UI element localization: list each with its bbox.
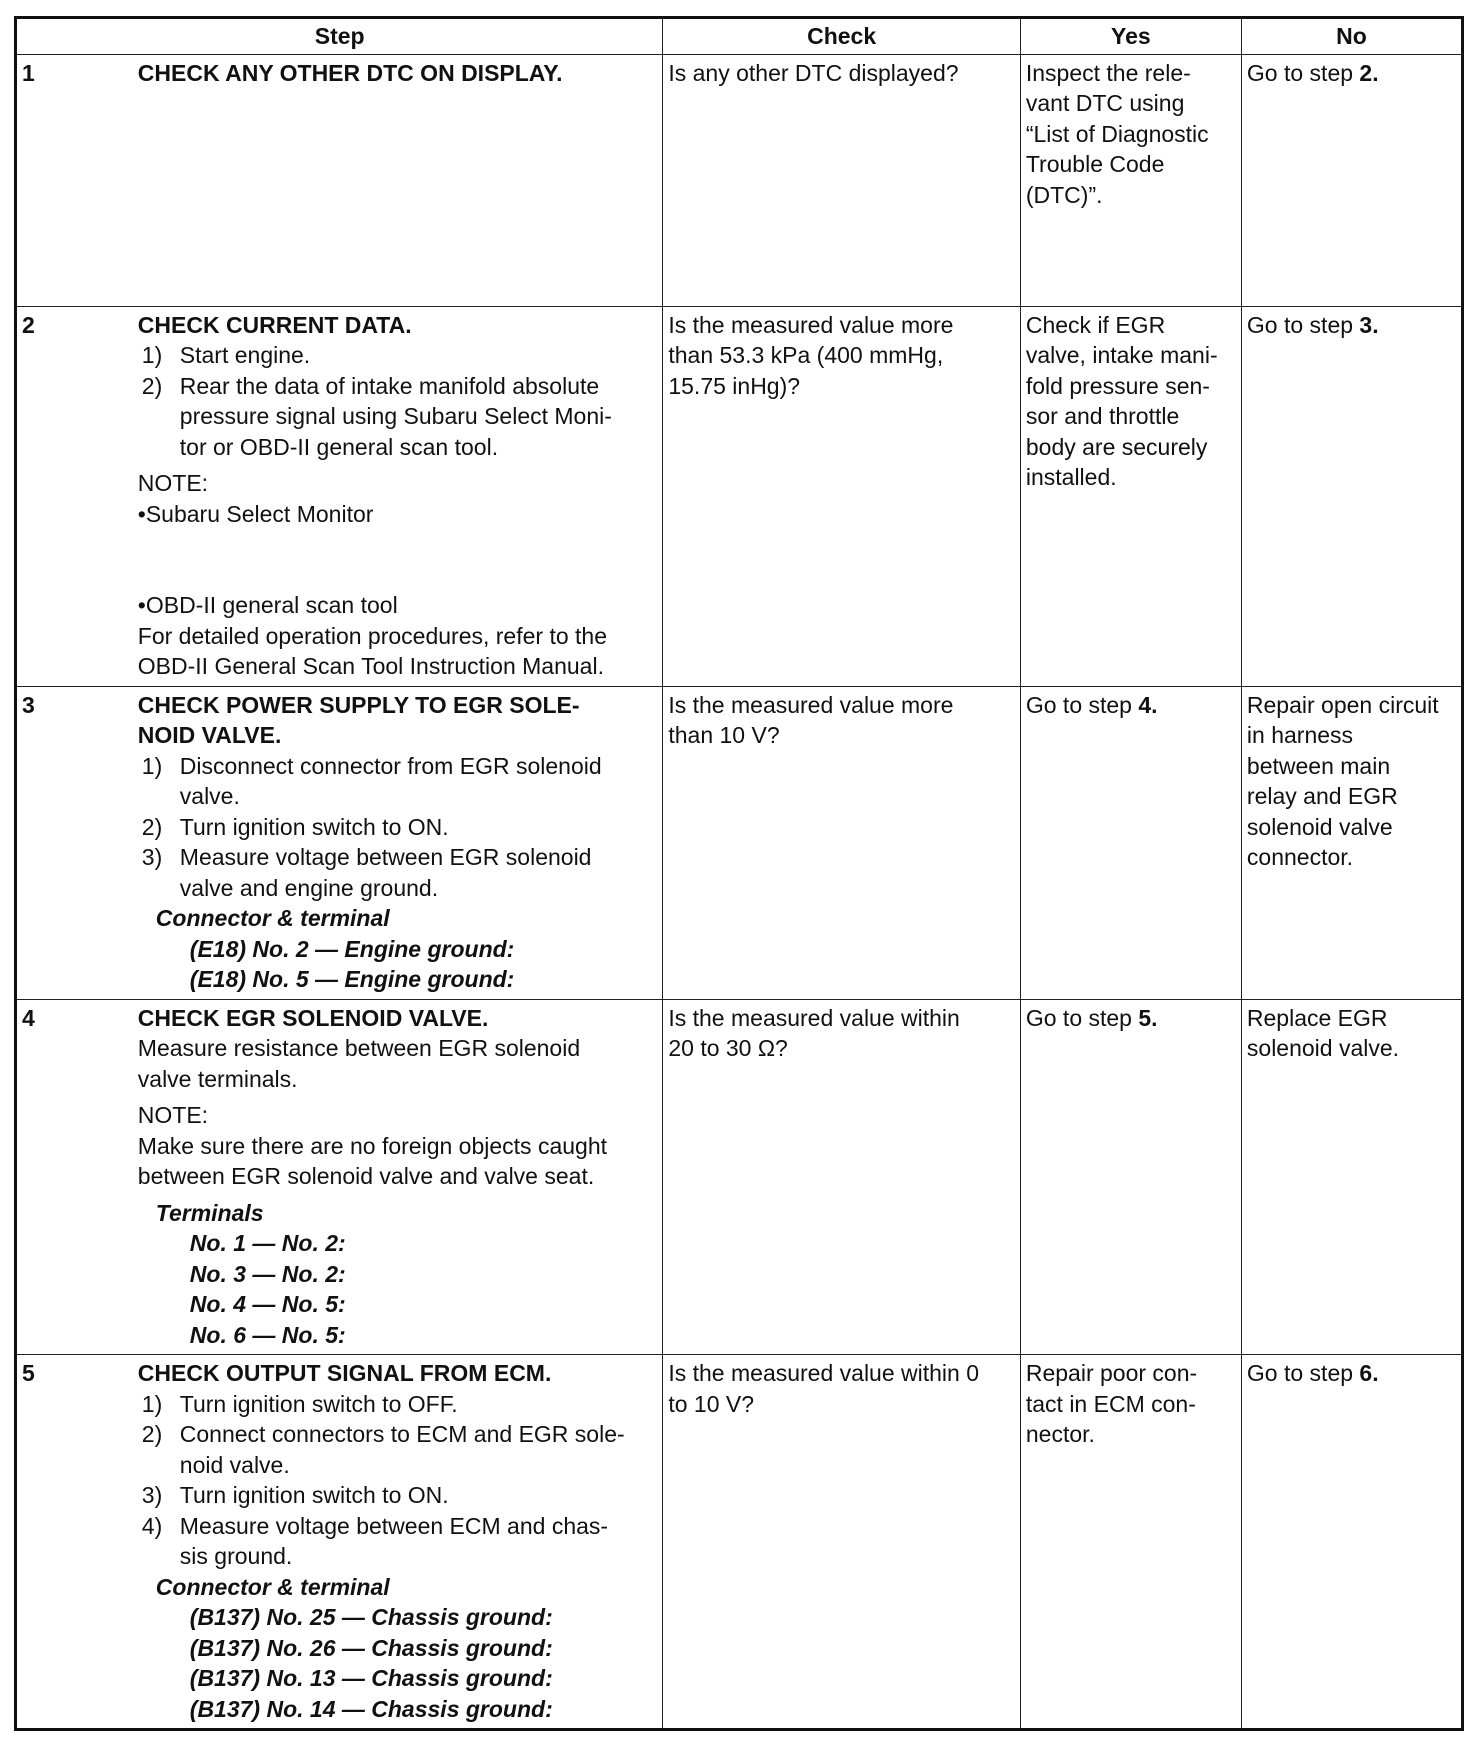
no-cell	[1241, 54, 1462, 306]
step-body-text: Measure resistance between EGR solenoid	[137, 1035, 581, 1061]
connector-terminal-label: Connector & terminal	[155, 905, 390, 931]
yes-line: nector.	[1025, 1421, 1095, 1447]
no-line: solenoid valve	[1246, 813, 1393, 840]
procedure-number: 1)	[141, 752, 163, 779]
procedure-item	[138, 1419, 658, 1480]
goto-step-number: 5.	[1138, 1004, 1158, 1031]
goto-step-number: 4.	[1138, 691, 1158, 718]
no-line: in harness	[1246, 722, 1354, 748]
header-step: Step	[16, 18, 663, 55]
yes-cell	[1020, 306, 1241, 686]
terminal-spec: (E18) No. 5 — Engine ground:	[189, 966, 515, 992]
step-title-line: CHECK EGR SOLENOID VALVE.	[137, 1004, 489, 1031]
no-text: Go to step	[1246, 59, 1360, 86]
procedure-number: 1)	[141, 1390, 163, 1417]
procedure-text: Connect connectors to ECM and EGR sole-	[179, 1421, 625, 1447]
yes-line: body are securely	[1025, 433, 1208, 460]
step-title	[138, 58, 658, 89]
procedure-text: Turn ignition switch to ON.	[179, 1482, 449, 1508]
procedure-number: 2)	[141, 813, 163, 840]
yes-line: Trouble Code	[1025, 151, 1165, 177]
table-row	[16, 686, 1463, 999]
terminal-spec: (B137) No. 13 — Chassis ground:	[189, 1665, 553, 1691]
yes-line: Inspect the rele-	[1025, 59, 1191, 86]
yes-cell	[1020, 999, 1241, 1355]
connector-terminal-label: Connector & terminal	[155, 1573, 390, 1600]
terminal-spec: No. 4 — No. 5:	[189, 1291, 346, 1317]
procedure-text: pressure signal using Subaru Select Moni-	[179, 403, 612, 429]
terminal-spec: (B137) No. 14 — Chassis ground:	[189, 1695, 553, 1722]
procedure-number: 4)	[141, 1512, 163, 1539]
procedure-item	[138, 751, 658, 812]
procedure-number: 2)	[141, 372, 163, 399]
table-row	[16, 306, 1463, 686]
header-no: No	[1241, 18, 1462, 55]
table-row	[16, 54, 1463, 306]
procedure-item	[138, 1511, 658, 1572]
terminal-spec: No. 1 — No. 2:	[189, 1230, 346, 1256]
procedure-item	[138, 812, 658, 843]
check-line: Is the measured value within 0	[668, 1360, 980, 1386]
procedure-list	[138, 751, 658, 904]
yes-cell	[1020, 686, 1241, 999]
no-cell	[1241, 1355, 1462, 1730]
step-title-line: CHECK ANY OTHER DTC ON DISPLAY.	[137, 59, 563, 86]
note-text: between EGR solenoid valve and valve seat.	[137, 1163, 595, 1189]
no-cell	[1241, 686, 1462, 999]
check-cell	[663, 306, 1021, 686]
header-check: Check	[663, 18, 1021, 55]
diagnostic-table	[14, 16, 1464, 1731]
table-row	[16, 999, 1463, 1355]
goto-step-number: 2.	[1359, 59, 1379, 86]
check-line: than 53.3 kPa (400 mmHg,	[668, 342, 944, 368]
goto-step-number: 3.	[1359, 311, 1379, 338]
check-line: Is the measured value within	[668, 1004, 960, 1031]
step-title	[138, 690, 658, 751]
check-line: 20 to 30 Ω?	[668, 1035, 788, 1061]
procedure-text: valve.	[179, 783, 240, 809]
procedure-number: 3)	[141, 1482, 163, 1508]
terminal-spec: (E18) No. 2 — Engine ground:	[189, 935, 515, 962]
header-yes: Yes	[1020, 18, 1241, 55]
note-text: For detailed operation procedures, refer to the	[137, 622, 608, 649]
check-cell	[663, 999, 1021, 1355]
procedure-text: Measure voltage between EGR solenoid	[179, 844, 592, 870]
procedure-text: sis ground.	[179, 1543, 293, 1569]
table-header-row	[16, 18, 1463, 55]
terminal-spec: No. 6 — No. 5:	[189, 1321, 346, 1348]
yes-line: vant DTC using	[1025, 90, 1185, 116]
terminal-spec: No. 3 — No. 2:	[189, 1260, 346, 1287]
yes-text: Go to step	[1025, 1004, 1139, 1031]
step-content	[133, 1355, 663, 1730]
procedure-list	[138, 340, 658, 462]
yes-line: valve, intake mani-	[1025, 342, 1218, 368]
no-text: Go to step	[1246, 1360, 1360, 1386]
step-number: 4	[16, 999, 133, 1355]
procedure-item	[138, 842, 658, 903]
check-line: Is the measured value more	[668, 691, 954, 718]
step-content	[133, 54, 663, 306]
check-line: Is the measured value more	[668, 311, 954, 338]
yes-line: Repair poor con-	[1025, 1360, 1198, 1386]
step-title	[138, 310, 658, 341]
step-title-line: CHECK POWER SUPPLY TO EGR SOLE-	[137, 691, 580, 718]
procedure-text: Start engine.	[179, 342, 311, 368]
step-content	[133, 999, 663, 1355]
yes-cell	[1020, 1355, 1241, 1730]
terminal-spec: (B137) No. 25 — Chassis ground:	[189, 1604, 553, 1630]
no-line: solenoid valve.	[1246, 1035, 1400, 1061]
terminals-label: Terminals	[155, 1199, 264, 1226]
procedure-number: 1)	[141, 342, 163, 368]
yes-line: “List of Diagnostic	[1025, 120, 1209, 147]
yes-line: installed.	[1025, 464, 1117, 490]
no-line: connector.	[1246, 844, 1354, 870]
check-cell	[663, 54, 1021, 306]
yes-line: sor and throttle	[1025, 403, 1180, 429]
no-text: Go to step	[1246, 311, 1360, 338]
yes-line: fold pressure sen-	[1025, 372, 1210, 399]
procedure-number: 2)	[141, 1421, 163, 1447]
yes-cell	[1020, 54, 1241, 306]
procedure-text: valve and engine ground.	[179, 874, 439, 901]
procedure-item	[138, 1389, 658, 1420]
procedure-text: Turn ignition switch to OFF.	[179, 1390, 458, 1417]
step-title	[138, 1003, 658, 1034]
note-block	[138, 468, 658, 682]
no-cell	[1241, 306, 1462, 686]
procedure-item	[138, 340, 658, 371]
goto-step-number: 6.	[1359, 1360, 1379, 1386]
no-line: between main	[1246, 752, 1391, 779]
no-line: relay and EGR	[1246, 783, 1398, 809]
step-number: 5	[16, 1355, 133, 1730]
note-bullet: • Subaru Select Monitor	[138, 499, 658, 530]
procedure-item	[138, 1480, 658, 1511]
terminal-spec: (B137) No. 26 — Chassis ground:	[189, 1634, 553, 1661]
yes-line: (DTC)”.	[1025, 181, 1103, 208]
procedure-number: 3)	[141, 844, 163, 870]
step-content	[133, 686, 663, 999]
no-line: Repair open circuit	[1246, 691, 1439, 718]
check-line: 15.75 inHg)?	[668, 372, 801, 399]
step-number: 3	[16, 686, 133, 999]
step-title-line: CHECK OUTPUT SIGNAL FROM ECM.	[137, 1360, 552, 1386]
step-number: 1	[16, 54, 133, 306]
step-title-line: NOID VALVE.	[137, 722, 282, 748]
procedure-list	[138, 1389, 658, 1572]
procedure-text: Rear the data of intake manifold absolute	[179, 372, 600, 399]
check-cell	[663, 1355, 1021, 1730]
step-content	[133, 306, 663, 686]
step-title	[138, 1358, 658, 1389]
note-label: NOTE:	[137, 470, 209, 496]
procedure-text: Measure voltage between ECM and chas-	[179, 1512, 609, 1539]
step-title-line: CHECK CURRENT DATA.	[137, 311, 412, 338]
diagnostic-procedure-sheet	[14, 16, 1464, 1731]
procedure-text: Disconnect connector from EGR solenoid	[179, 752, 602, 779]
yes-line: tact in ECM con-	[1025, 1390, 1196, 1417]
note-bullet: • OBD-II general scan tool	[138, 590, 658, 621]
no-cell	[1241, 999, 1462, 1355]
table-row	[16, 1355, 1463, 1730]
yes-text: Go to step	[1025, 691, 1139, 718]
procedure-text: noid valve.	[179, 1451, 290, 1478]
yes-line: Check if EGR	[1025, 311, 1166, 338]
procedure-item	[138, 371, 658, 463]
check-line: than 10 V?	[668, 722, 780, 748]
note-text: OBD-II General Scan Tool Instruction Manual.	[137, 653, 604, 679]
note-label: NOTE:	[137, 1102, 209, 1128]
procedure-text: Turn ignition switch to ON.	[179, 813, 449, 840]
note-text: Make sure there are no foreign objects caught	[137, 1132, 608, 1159]
procedure-text: tor or OBD-II general scan tool.	[179, 433, 499, 460]
check-line: Is any other DTC displayed?	[668, 59, 959, 86]
step-number: 2	[16, 306, 133, 686]
check-cell	[663, 686, 1021, 999]
no-line: Replace EGR	[1246, 1004, 1388, 1031]
step-body-text: valve terminals.	[137, 1065, 298, 1092]
note-block	[138, 1100, 658, 1192]
check-line: to 10 V?	[668, 1390, 755, 1417]
